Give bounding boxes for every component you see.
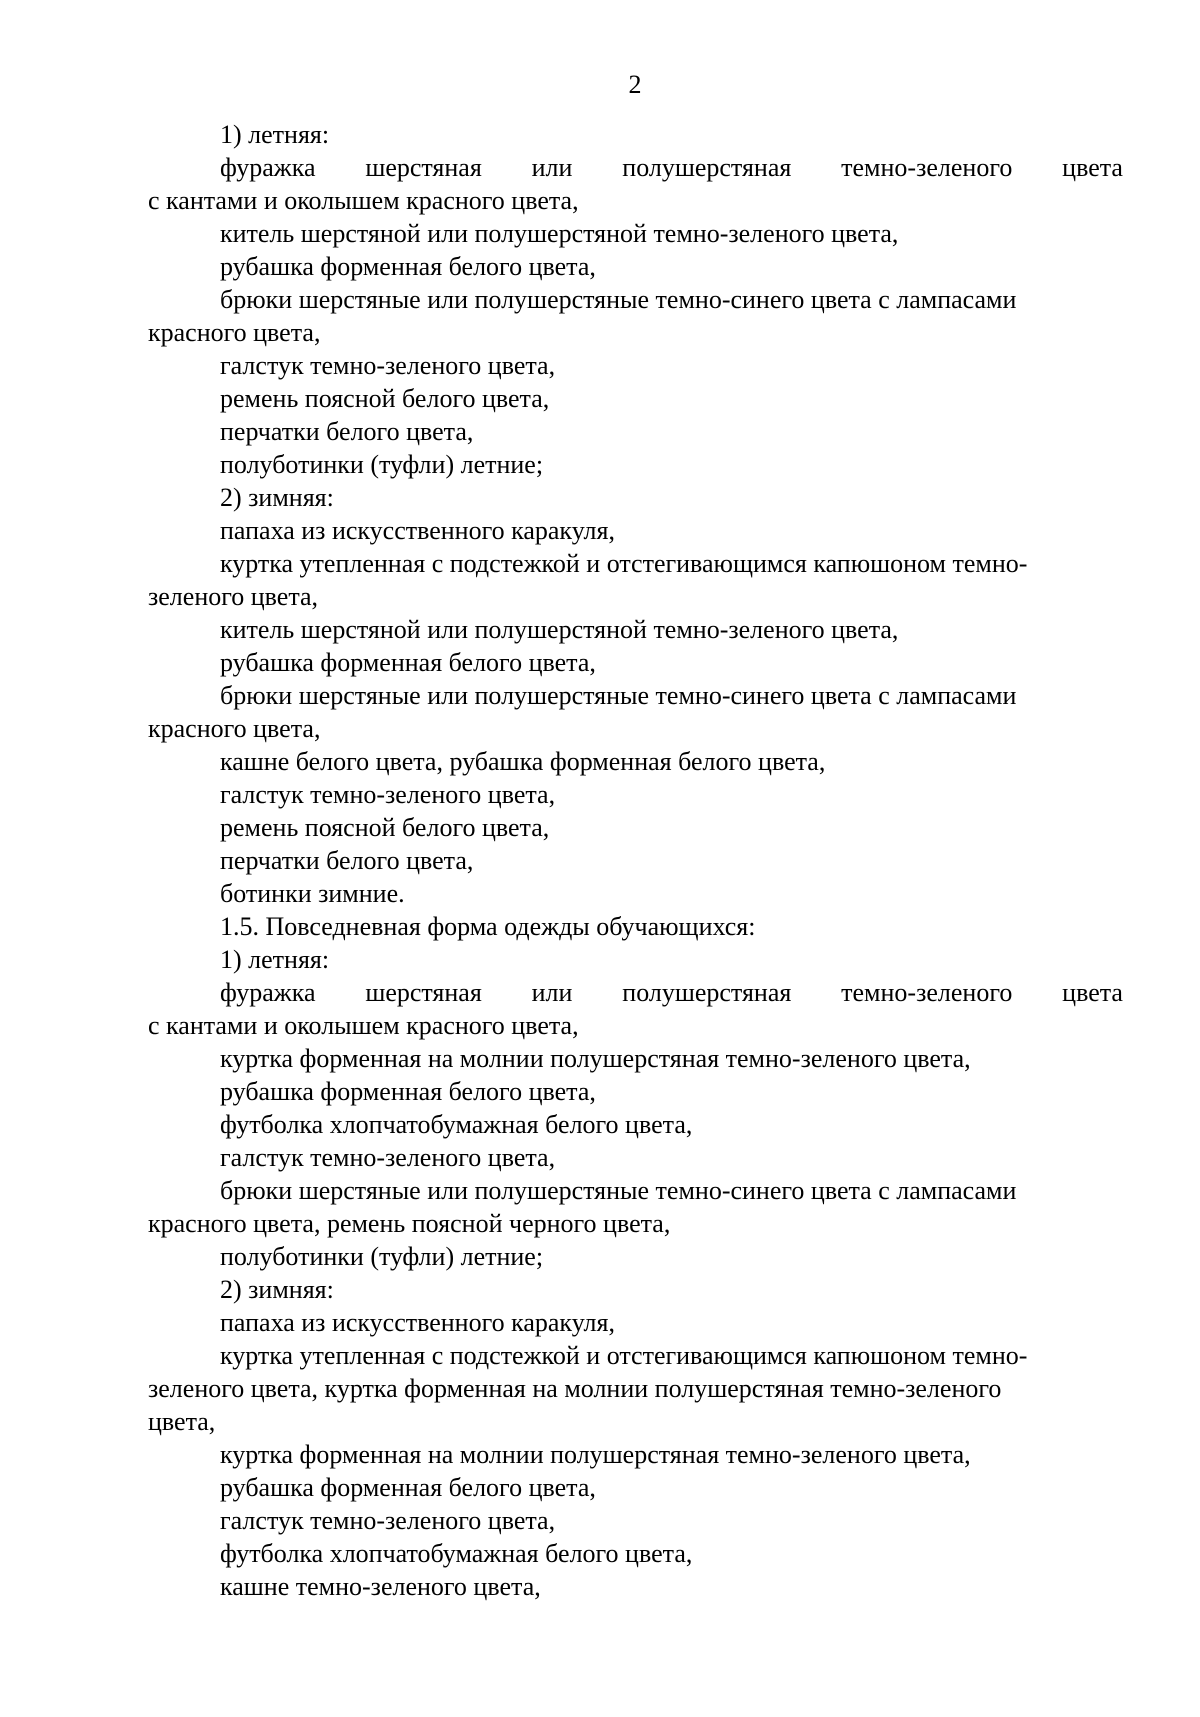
text-line: галстук темно-зеленого цвета, xyxy=(220,780,556,809)
text-line: зеленого цвета, xyxy=(148,582,319,611)
text-line: рубашка форменная белого цвета, xyxy=(220,252,596,281)
text-line: полуботинки (туфли) летние; xyxy=(220,450,544,479)
document-body xyxy=(148,118,1123,1603)
word: фуражка xyxy=(220,153,316,182)
text-line: 2) зимняя: xyxy=(220,483,334,512)
text-line: куртка форменная на молнии полушерстяная темно-зеленого цвета, xyxy=(220,1440,971,1469)
text-line: галстук темно-зеленого цвета, xyxy=(220,1143,556,1172)
word: полушерстяная xyxy=(622,153,792,182)
word: темно-зеленого xyxy=(841,153,1013,182)
word: или xyxy=(531,978,573,1007)
word: фуражка xyxy=(220,978,316,1007)
text-line: красного цвета, xyxy=(148,714,321,743)
text-line: брюки шерстяные или полушерстяные темно-синего цвета с лампасами xyxy=(220,285,1017,314)
text-line: кашне темно-зеленого цвета, xyxy=(220,1572,541,1601)
text-line: рубашка форменная белого цвета, xyxy=(220,648,596,677)
text-line: рубашка форменная белого цвета, xyxy=(220,1473,596,1502)
text-line: китель шерстяной или полушерстяной темно-зеленого цвета, xyxy=(220,219,899,248)
text-line: зеленого цвета, куртка форменная на молнии полушерстяная темно-зеленого xyxy=(148,1374,1002,1403)
text-line: ремень поясной белого цвета, xyxy=(220,384,550,413)
text-line: ремень поясной белого цвета, xyxy=(220,813,550,842)
word: цвета xyxy=(1062,978,1123,1007)
word: шерстяная xyxy=(365,153,482,182)
text-line: с кантами и околышем красного цвета, xyxy=(148,1011,579,1040)
justified-line xyxy=(148,151,1123,184)
text-line: галстук темно-зеленого цвета, xyxy=(220,351,556,380)
text-line: 1) летняя: xyxy=(220,945,330,974)
text-line: куртка форменная на молнии полушерстяная темно-зеленого цвета, xyxy=(220,1044,971,1073)
text-line: брюки шерстяные или полушерстяные темно-синего цвета с лампасами xyxy=(220,681,1017,710)
text-line: папаха из искусственного каракуля, xyxy=(220,516,615,545)
text-line: галстук темно-зеленого цвета, xyxy=(220,1506,556,1535)
text-line: красного цвета, ремень поясной черного цвета, xyxy=(148,1209,671,1238)
text-line: брюки шерстяные или полушерстяные темно-синего цвета с лампасами xyxy=(220,1176,1017,1205)
word: цвета xyxy=(1062,153,1123,182)
word: полушерстяная xyxy=(622,978,792,1007)
text-line: красного цвета, xyxy=(148,318,321,347)
word: темно-зеленого xyxy=(841,978,1013,1007)
text-line: папаха из искусственного каракуля, xyxy=(220,1308,615,1337)
text-line: куртка утепленная с подстежкой и отстегивающимся капюшоном темно- xyxy=(220,1341,1028,1370)
word: шерстяная xyxy=(365,978,482,1007)
text-line: куртка утепленная с подстежкой и отстегивающимся капюшоном темно- xyxy=(220,549,1028,578)
text-line: футболка хлопчатобумажная белого цвета, xyxy=(220,1110,693,1139)
text-line: китель шерстяной или полушерстяной темно-зеленого цвета, xyxy=(220,615,899,644)
section-heading: 1.5. Повседневная форма одежды обучающихся: xyxy=(220,912,756,941)
text-line: кашне белого цвета, рубашка форменная белого цвета, xyxy=(220,747,826,776)
text-line: 2) зимняя: xyxy=(220,1275,334,1304)
text-line: перчатки белого цвета, xyxy=(220,417,474,446)
text-line: полуботинки (туфли) летние; xyxy=(220,1242,544,1271)
text-line: ботинки зимние. xyxy=(220,879,405,908)
page-number: 2 xyxy=(628,70,642,99)
text-line: перчатки белого цвета, xyxy=(220,846,474,875)
word: или xyxy=(531,153,573,182)
text-line: футболка хлопчатобумажная белого цвета, xyxy=(220,1539,693,1568)
text-line: 1) летняя: xyxy=(220,120,330,149)
text-line: цвета, xyxy=(148,1407,216,1436)
text-line: рубашка форменная белого цвета, xyxy=(220,1077,596,1106)
justified-line xyxy=(148,976,1123,1009)
text-line: с кантами и околышем красного цвета, xyxy=(148,186,579,215)
